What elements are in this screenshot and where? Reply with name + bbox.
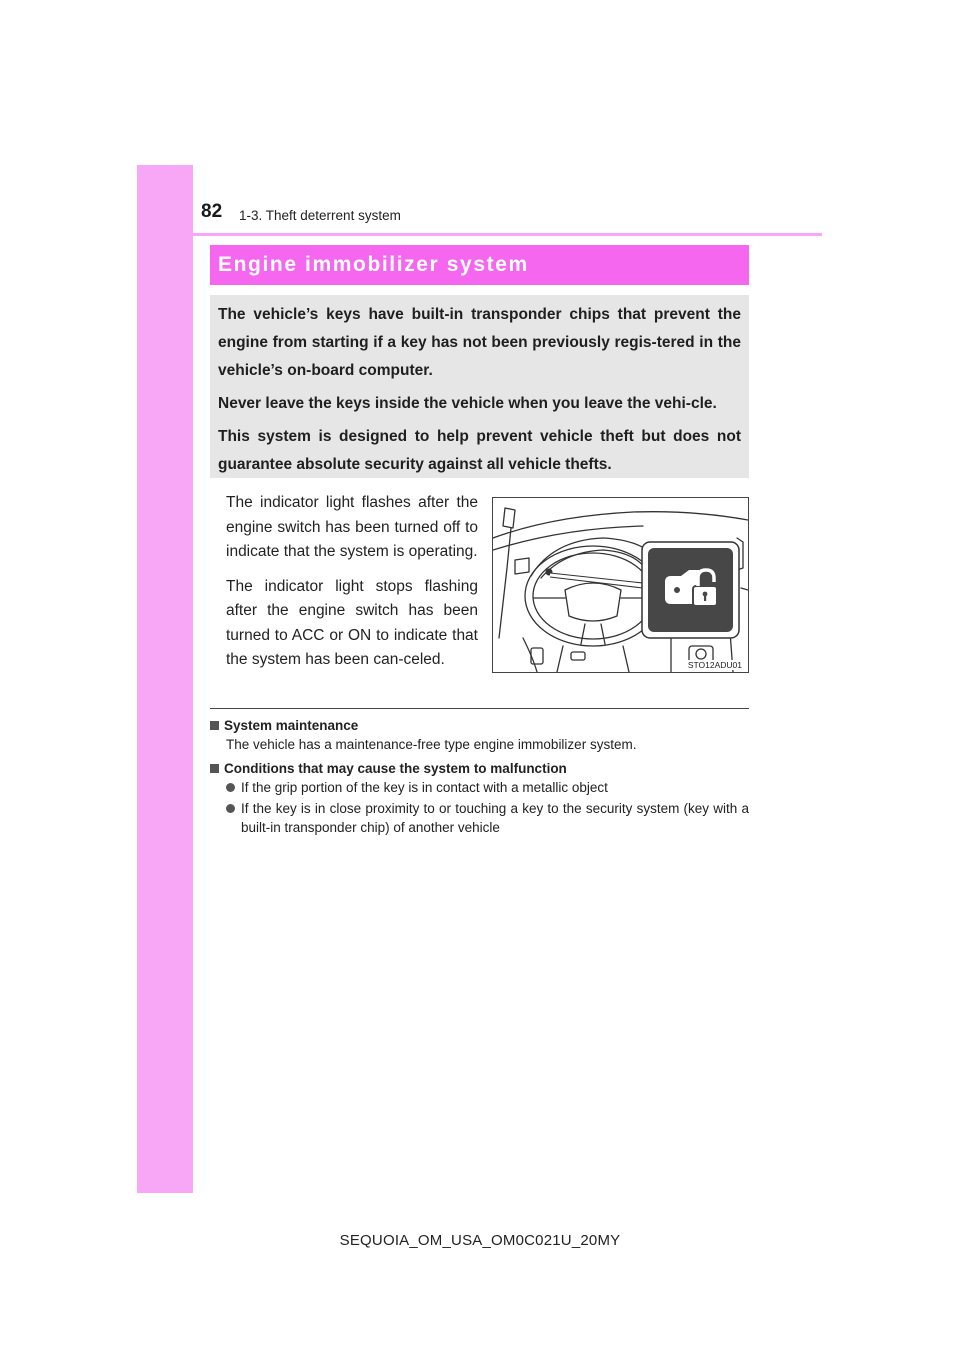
note-heading: System maintenance [210, 716, 749, 735]
header-rule [193, 233, 822, 236]
section-title-bar [210, 245, 749, 285]
body-paragraph: The indicator light stops flashing after the engine switch has been turned to ACC or ON to indicate that the system has been can-celed. [226, 577, 478, 668]
section-title: Engine immobilizer system [218, 253, 529, 276]
section-divider [210, 708, 749, 709]
section-label: 1-3. Theft deterrent system [239, 208, 401, 223]
page-number: 82 [201, 201, 223, 222]
note-text: The vehicle has a maintenance-free type engine immobilizer system. [226, 737, 637, 752]
body-text [226, 491, 478, 683]
body-paragraph: The indicator light flashes after the engine switch has been turned off to indicate that the system is operating. [226, 494, 478, 560]
notes-section [210, 716, 749, 839]
intro-paragraph: Never leave the keys inside the vehicle when you leave the vehi-cle. [218, 395, 717, 412]
square-bullet-icon [210, 721, 219, 730]
side-tab-bar [137, 165, 193, 1193]
dashboard-illustration [492, 497, 749, 673]
round-bullet-icon [226, 783, 235, 792]
intro-box [210, 295, 749, 478]
dashboard-drawing [493, 498, 748, 672]
intro-paragraph: The vehicle’s keys have built-in transponder chips that prevent the engine from starting if a key has not been previously regis-tered in the vehicle’s on-board computer. [218, 306, 741, 379]
round-bullet-icon [226, 804, 235, 813]
note-bullet: If the key is in close proximity to or touching a key to the security system (key with a built-in transponder chip) of another vehicle [226, 799, 749, 837]
intro-paragraph: This system is designed to help prevent vehicle theft but does not guarantee absolute security against all vehicle thefts. [218, 428, 741, 473]
note-bullet: If the grip portion of the key is in contact with a metallic object [226, 778, 749, 797]
note-heading: Conditions that may cause the system to malfunction [210, 759, 749, 778]
footer-doc-id: SEQUOIA_OM_USA_OM0C021U_20MY [339, 1232, 621, 1249]
illustration-code: STO12ADU01 [687, 660, 742, 670]
square-bullet-icon [210, 764, 219, 773]
